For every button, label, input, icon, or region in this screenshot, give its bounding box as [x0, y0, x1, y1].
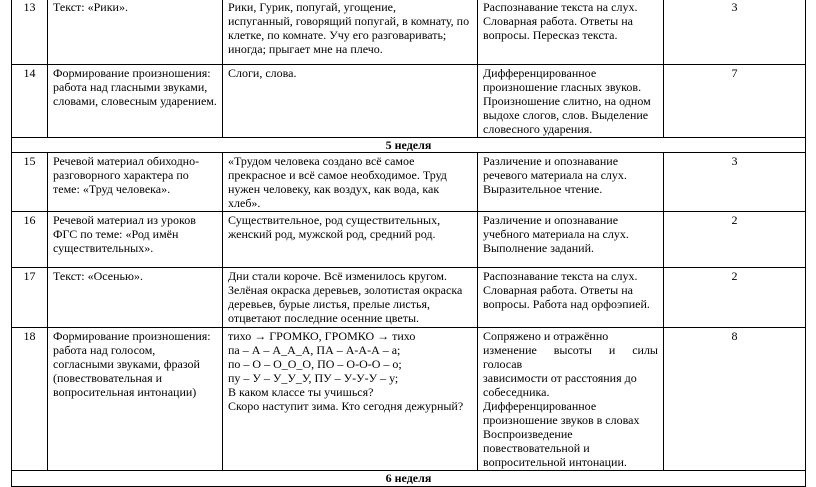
lesson-activity: Различение и опознавание учебного материала на слух. Выполнение заданий.: [478, 212, 664, 268]
lesson-topic: Формирование произношения: работа над гласными звуками, словами, словесным ударением.: [48, 65, 223, 138]
week-header-row: [12, 471, 806, 487]
lesson-activity: Распознавание текста на слух. Словарная работа. Ответы на вопросы. Работа над орфоэпией.: [478, 268, 664, 328]
table-row: [12, 328, 806, 471]
lesson-content: Слоги, слова.: [223, 65, 478, 138]
week-label: 6 неделя: [12, 471, 806, 487]
lesson-number: 14: [12, 65, 48, 138]
lesson-hours: 2: [664, 212, 806, 268]
lesson-topic: Речевой материал обиходно- разговорного характера по теме: «Труд человека».: [48, 153, 223, 212]
lesson-topic: Текст: «Рики».: [48, 0, 223, 65]
table-row: [12, 0, 806, 65]
lesson-number: 16: [12, 212, 48, 268]
lesson-content: Рики, Гурик, попугай, угощение, испуганный, говорящий попугай, в комнату, по клетке, по комнате. Учу его разговаривать; иногда; прыгает мне на плечо.: [223, 0, 478, 65]
lesson-activity: Дифференцированное произношение гласных звуков. Произношение слитно, на одном выдохе слогов, слов. Выделение словесного ударения.: [478, 65, 664, 138]
lesson-number: 13: [12, 0, 48, 65]
lesson-hours: 2: [664, 268, 806, 328]
lesson-topic: Речевой материал из уроков ФГС по теме: «Род имён существительных».: [48, 212, 223, 268]
lesson-number: 15: [12, 153, 48, 212]
table-row: [12, 212, 806, 268]
lesson-hours: 8: [664, 328, 806, 471]
lesson-content: тихо → ГРОМКО, ГРОМКО → тихо па – А – А_А_А, ПА – А-А-А – а; по – О – О_О_О, ПО – О-О-О – о; пу – У – У_У_У, ПУ – У-У-У – у; В каком классе ты учишься? Скоро наступит зима. Кто сегодня дежурный?: [223, 328, 478, 471]
lesson-activity: Сопряжено и отражённо изменение высоты и силы голосав зависимости от расстояния до собеседника. Дифференцированное произношение звуков в словах Воспроизведение повествовательной и вопросительной интонации.: [478, 328, 664, 471]
lesson-content: Существительное, род существительных, женский род, мужской род, средний род.: [223, 212, 478, 268]
lesson-hours: 7: [664, 65, 806, 138]
lesson-topic: Формирование произношения: работа над голосом, согласными звуками, фразой (повествовательная и вопросительная интонации): [48, 328, 223, 471]
table-row: [12, 65, 806, 138]
lesson-number: 18: [12, 328, 48, 471]
lesson-content: Дни стали короче. Всё изменилось кругом. Зелёная окраска деревьев, золотистая окраска деревьев, бурые листья, прелые листья, отцветают последние осенние цветы.: [223, 268, 478, 328]
lesson-content: «Трудом человека создано всё самое прекрасное и всё самое необходимое. Труд нужен человеку, как воздух, как вода, как хлеб».: [223, 153, 478, 212]
week-header-row: [12, 138, 806, 153]
lesson-hours: 3: [664, 153, 806, 212]
table-row: [12, 268, 806, 328]
table-row: [12, 153, 806, 212]
lesson-activity: Различение и опознавание речевого материала на слух. Выразительное чтение.: [478, 153, 664, 212]
lesson-number: 17: [12, 268, 48, 328]
lesson-hours: 3: [664, 0, 806, 65]
lesson-plan-table: [11, 0, 806, 487]
lesson-activity: Распознавание текста на слух. Словарная работа. Ответы на вопросы. Пересказ текста.: [478, 0, 664, 65]
week-label: 5 неделя: [12, 138, 806, 153]
lesson-topic: Текст: «Осенью».: [48, 268, 223, 328]
